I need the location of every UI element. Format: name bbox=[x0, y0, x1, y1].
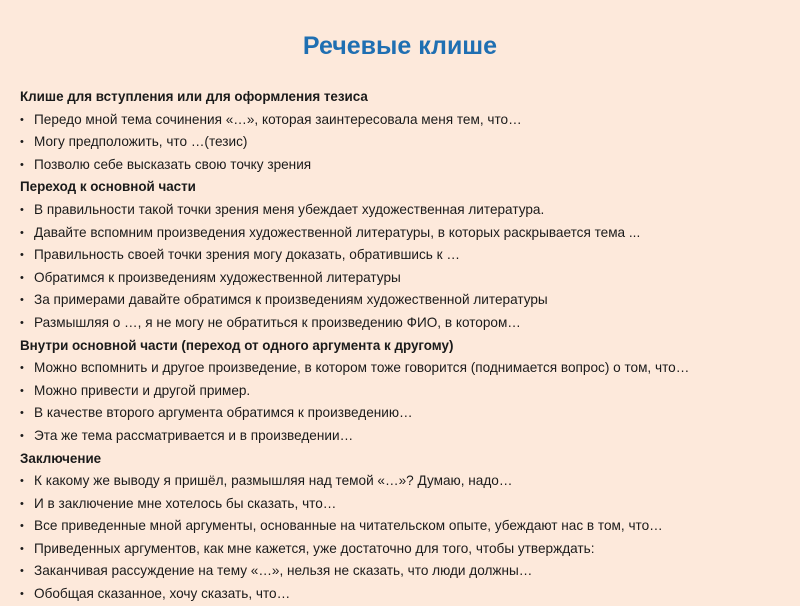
bullet-icon: • bbox=[20, 294, 24, 307]
list-item: • В правильности такой точки зрения меня убеждает художественная литература. bbox=[20, 199, 790, 222]
bullet-icon: • bbox=[20, 136, 24, 149]
list-item: • Все приведенные мной аргументы, основанные на читательском опыте, убеждают нас в том, что… bbox=[20, 515, 790, 538]
bullet-icon: • bbox=[20, 542, 24, 555]
bullet-icon: • bbox=[20, 158, 24, 171]
bullet-icon: • bbox=[20, 588, 24, 601]
list-item: • Обобщая сказанное, хочу сказать, что… bbox=[20, 583, 790, 606]
bullet-icon: • bbox=[20, 384, 24, 397]
section-heading-intro: Клише для вступления или для оформления тезиса bbox=[20, 89, 368, 104]
section-heading-conclusion: Заключение bbox=[20, 450, 102, 466]
list-item: • Можно вспомнить и другое произведение, в котором тоже говорится (поднимается вопрос) о том, что… bbox=[20, 357, 790, 380]
list-item: • Правильность своей точки зрения могу доказать, обратившись к … bbox=[20, 244, 790, 267]
list-item: • И в заключение мне хотелось бы сказать, что… bbox=[20, 493, 790, 516]
list-item: • Обратимся к произведениям художественной литературы bbox=[20, 267, 790, 290]
bullet-icon: • bbox=[20, 565, 24, 578]
bullet-icon: • bbox=[20, 475, 24, 488]
bullet-icon: • bbox=[20, 429, 24, 442]
bullet-icon: • bbox=[20, 226, 24, 239]
list-item: • Приведенных аргументов, как мне кажется, уже достаточно для того, чтобы утверждать: bbox=[20, 538, 790, 561]
slide-content bbox=[20, 86, 790, 606]
list-item: • В качестве второго аргумента обратимся к произведению… bbox=[20, 402, 790, 425]
bullet-icon: • bbox=[20, 271, 24, 284]
list-item: • Заканчивая рассуждение на тему «…», нельзя не сказать, что люди должны… bbox=[20, 560, 790, 583]
bullet-icon: • bbox=[20, 407, 24, 420]
bullet-icon: • bbox=[20, 497, 24, 510]
bullet-icon: • bbox=[20, 362, 24, 375]
slide-title: Речевые клише bbox=[302, 32, 498, 60]
bullet-icon: • bbox=[20, 520, 24, 533]
list-item: • Могу предположить, что …(тезис) bbox=[20, 131, 790, 154]
bullet-icon: • bbox=[20, 316, 24, 329]
list-item: • Передо мной тема сочинения «…», которая заинтересовала меня тем, что… bbox=[20, 109, 790, 132]
section-heading-transition: Переход к основной части bbox=[20, 179, 196, 195]
list-item: • К какому же выводу я пришёл, размышляя над темой «…»? Думаю, надо… bbox=[20, 470, 790, 493]
list-item: • Можно привести и другой пример. bbox=[20, 380, 790, 403]
list-item: • Позволю себе высказать свою точку зрения bbox=[20, 154, 790, 177]
bullet-icon: • bbox=[20, 203, 24, 216]
list-item: • Эта же тема рассматривается и в произведении… bbox=[20, 425, 790, 448]
list-item: • За примерами давайте обратимся к произведениям художественной литературы bbox=[20, 289, 790, 312]
list-item: • Размышляя о …, я не могу не обратиться к произведению ФИО, в котором… bbox=[20, 312, 790, 335]
list-item: • Давайте вспомним произведения художественной литературы, в которых раскрывается тема ... bbox=[20, 222, 790, 245]
bullet-icon: • bbox=[20, 113, 24, 126]
bullet-icon: • bbox=[20, 249, 24, 262]
section-heading-main-body: Внутри основной части (переход от одного аргумента к другому) bbox=[20, 337, 454, 353]
